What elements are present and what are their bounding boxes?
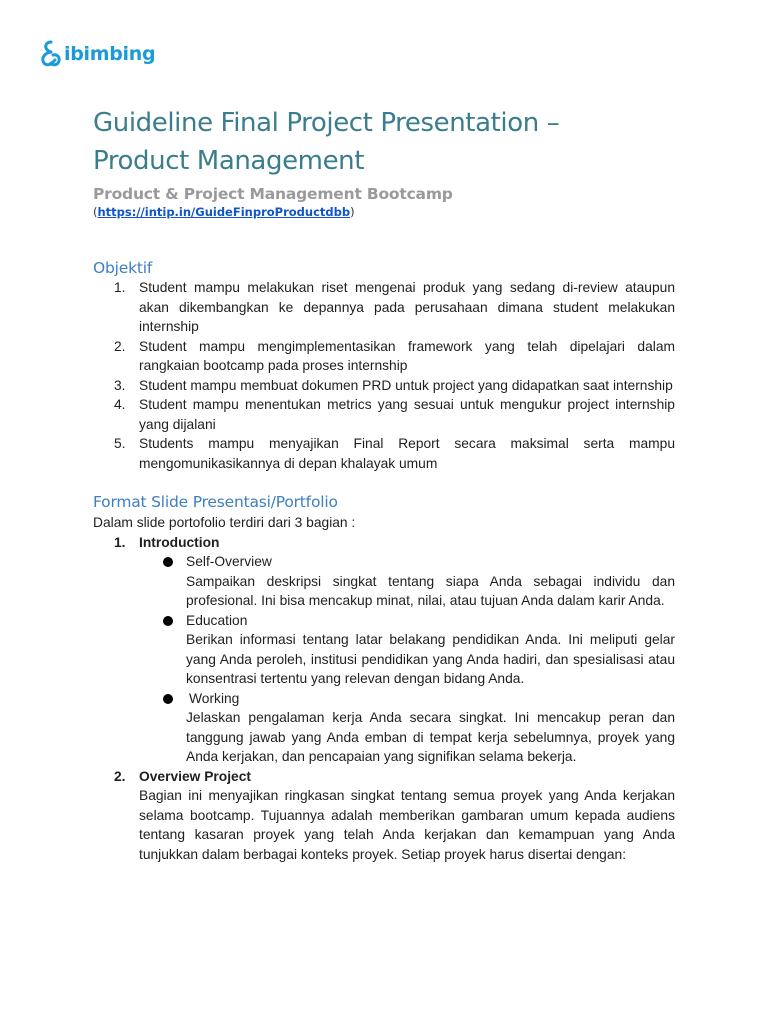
document-title [93, 104, 675, 180]
bullet-item-working [93, 689, 675, 767]
introduction-bullets [93, 552, 675, 767]
list-item-text: Student mampu melakukan riset mengenai produk yang sedang di-review ataupun akan dikembangkan ke depannya pada perusahaan dimana student melakukan internship [139, 280, 675, 334]
guide-link[interactable]: https://intip.in/GuideFinproProductdbb [97, 205, 351, 219]
ibimbing-mark-icon [40, 40, 62, 68]
bullet-text: Berikan informasi tentang latar belakang pendidikan Anda. Ini meliputi gelar yang Anda peroleh, institusi pendidikan yang Anda hadiri, dan spesialisasi atau konsentrasi tertentu yang relevan dengan bidang Anda. [186, 632, 675, 686]
bullet-item-self-overview [93, 552, 675, 611]
guide-link-line [93, 204, 675, 221]
list-number: 4. [114, 397, 126, 412]
objektif-heading: Objektif [93, 259, 153, 277]
list-number: 3. [114, 377, 126, 393]
list-item [93, 434, 675, 473]
bullet-text: Sampaikan deskripsi singkat tentang siapa Anda sebagai individu dan profesional. Ini bisa mencakup minat, nilai, atau tujuan Anda dalam karir Anda. [186, 573, 675, 608]
logo-text: ibimbing [64, 43, 156, 65]
list-item [93, 337, 675, 376]
bullet-item-education [93, 611, 675, 689]
list-number: 1. [114, 280, 126, 295]
list-item-text: Students mampu menyajikan Final Report secara maksimal serta mampu mengomunikasikannya di depan khalayak umum [139, 436, 675, 471]
section-introduction-heading [93, 533, 675, 553]
section-number: 2. [114, 768, 126, 784]
title-line-1: Guideline Final Project Presentation – [93, 108, 560, 138]
list-item-text: Student mampu menentukan metrics yang sesuai untuk mengukur project internship yang dijalani [139, 397, 675, 432]
list-item [93, 376, 675, 396]
bullet-dot-icon [163, 557, 173, 567]
link-paren-close: ) [350, 205, 355, 219]
bullet-dot-icon [163, 616, 173, 626]
format-intro: Dalam slide portofolio terdiri dari 3 bagian : [93, 515, 356, 530]
section-title: Introduction [139, 534, 220, 550]
title-line-2: Product Management [93, 146, 365, 176]
section-overview-heading [93, 767, 675, 787]
brand-logo [40, 40, 155, 68]
bullet-title: Education [186, 612, 248, 628]
list-item [93, 278, 675, 337]
overview-paragraph: Bagian ini menyajikan ringkasan singkat tentang semua proyek yang Anda kerjakan selama bootcamp. Tujuannya adalah memberikan gambaran umum kepada audiens tentang kasaran proyek yang telah Anda kerjakan dan kemampuan yang Anda tunjukkan dalam berbagai konteks proyek. Setiap proyek harus disertai dengan: [139, 788, 675, 862]
format-heading: Format Slide Presentasi/Portfolio [93, 493, 338, 511]
objektif-list [93, 278, 675, 473]
list-number: 2. [114, 338, 126, 354]
bullet-dot-icon [163, 694, 173, 704]
list-item-text: Student mampu membuat dokumen PRD untuk project yang didapatkan saat internship [139, 377, 673, 393]
list-number: 5. [114, 436, 126, 451]
list-item-text: Student mampu mengimplementasikan framework yang telah dipelajari dalam rangkaian bootcamp pada proses internship [139, 338, 675, 373]
document-body [93, 104, 675, 864]
link-paren-open: ( [93, 205, 98, 219]
section-number: 1. [114, 534, 126, 550]
bullet-text: Jelaskan pengalaman kerja Anda secara singkat. Ini mencakup peran dan tanggung jawab yang Anda emban di tempat kerja sebelumnya, proyek yang Anda kerjakan, dan pencapaian yang signifikan selama bekerja. [186, 710, 675, 764]
document-subtitle: Product & Project Management Bootcamp [93, 185, 453, 203]
list-item [93, 395, 675, 434]
bullet-title: Self-Overview [186, 554, 272, 569]
section-title: Overview Project [139, 768, 251, 784]
bullet-title: Working [189, 690, 240, 706]
